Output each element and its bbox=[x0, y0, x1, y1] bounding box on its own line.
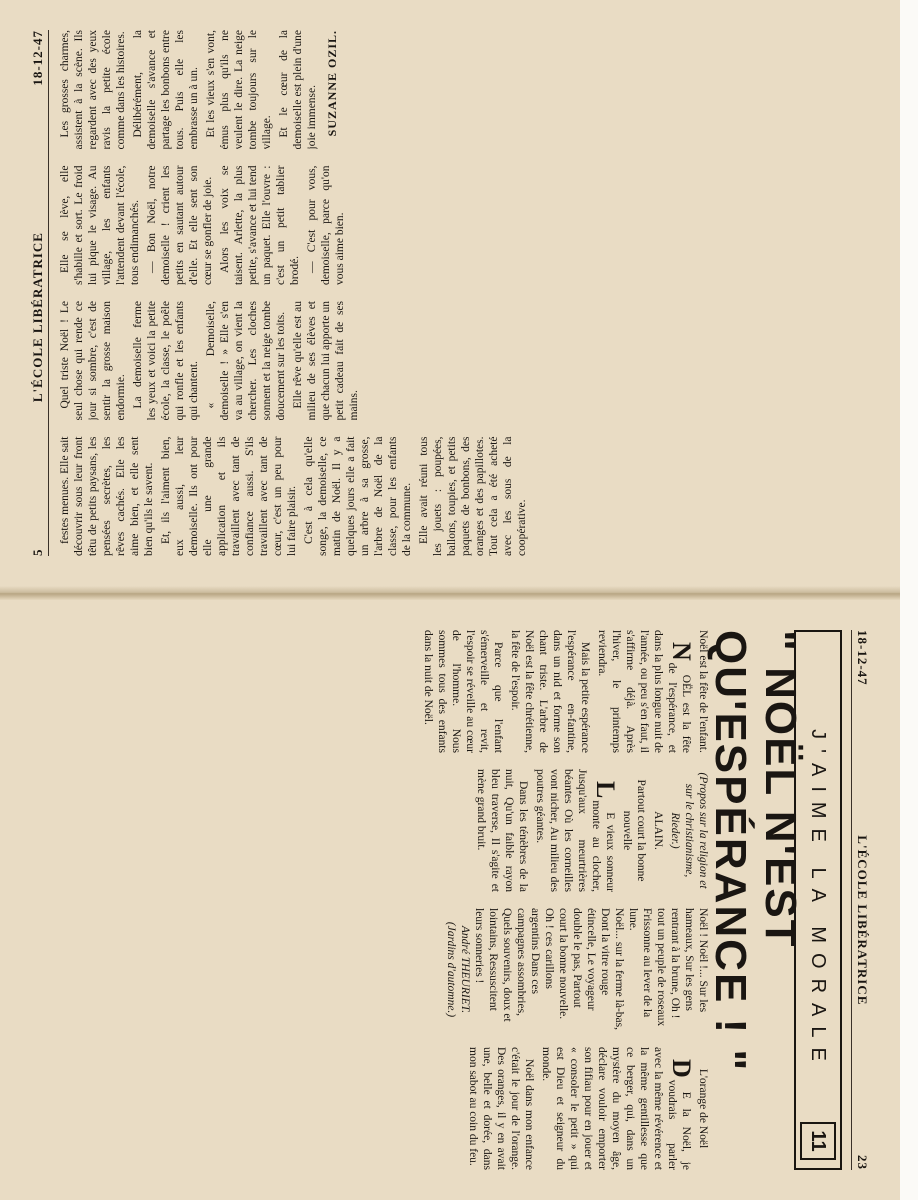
page-fold bbox=[0, 586, 900, 600]
upper-paragraph: Quel triste Noël ! Le seul chose qui rende ce jour si sombre, c'est de sentir la grosse maison endormie. bbox=[59, 301, 127, 421]
poem-stanza: Dans les ténèbres de la nuit, Qu'un faible rayon bleu traverse, Il s'agite et mène grand bruit. bbox=[475, 769, 529, 892]
lower-page-header bbox=[851, 630, 872, 1170]
upper-paragraph: — C'est pour vous, demoiselle, parce qu'on vous aime bien. bbox=[306, 165, 346, 285]
upper-paragraph: Les grosses charmes, assistent à la scène. Ils regardent avec des yeux ravis la petite école comme dans les histoires. bbox=[59, 30, 127, 150]
upper-paragraph: Et les vieux s'en vont, émus plus qu'ils ne veulent le dire. La neige tombe toujours sur le village. bbox=[205, 30, 273, 150]
upper-page-header bbox=[28, 30, 49, 556]
upper-paragraph: Délibérément, la demoiselle s'avance et partage les bonbons entre tous. Puis elle les embrasse un à un. bbox=[132, 30, 200, 150]
scan-margin bbox=[900, 0, 918, 1200]
upper-col-4 bbox=[58, 30, 870, 150]
upper-page bbox=[0, 0, 900, 586]
poem-author: André THEURIET. (Jardins d'automne.) bbox=[445, 921, 471, 1018]
author-signature: SUZANNE OZIL. bbox=[325, 30, 339, 137]
author-name: ALAIN. bbox=[652, 811, 664, 850]
poem-stanza: Oh ! ces carillons argentins Dans ces campagnes assombries, Quels souvenirs, doux et lointains, Ressuscitent leurs sonneries ! bbox=[473, 908, 555, 1022]
lower-date: 18-12-47 bbox=[855, 630, 870, 686]
upper-paragraph: festes menues. Elle sait découvrir sous leur front têtu de petits paysans, les pensées secrètes, les rêves cachés. Elle les aime bien, et elle sent bien qu'ils le savent. bbox=[59, 436, 155, 556]
lower-paragraph: Noël dans mon enfance c'était le jour de l'orange. Des oranges, il y en avait une, belle et dorée, dans mon sabot au coin du feu. bbox=[467, 1047, 535, 1170]
poem-title: Partout court la bonne nouvelle bbox=[621, 779, 647, 882]
upper-date: 18-12-47 bbox=[30, 30, 45, 86]
poem-stanza: Noël ! Noël !... Sur les hameaux, Sur les gens rentrant à la brune, Oh ! tout un peuple de roseaux Frissonne au lever de la lune. bbox=[627, 908, 709, 1027]
section-heading: L'orange de Noël bbox=[697, 1068, 709, 1149]
upper-paragraph: Alors les voix se taisent. Arlette, la plus petite, s'avance et lui tend un paquet. Elle l'ouvre : c'est un petit tablier brodé. bbox=[219, 165, 301, 285]
upper-paragraph: C'est à cela qu'elle songe, la demoiselle, ce matin de Noël. Il y a quelques jours elle a fait un arbre à sa grosse, l'arbre de Noël de la classe, pour les enfants de la commune. bbox=[303, 436, 413, 556]
upper-paragraph: « Demoiselle, demoiselle ! » Elle s'en va au village, on vient la chercher. Les cloches sonnent et la neige tombe doucement sur les toits. bbox=[205, 301, 287, 421]
article-title: " NOËL N'EST QU'ESPÉRANCE ! " bbox=[706, 630, 805, 1073]
citation: (Propos sur la religion et sur le christianisme, Rieder.) bbox=[669, 772, 709, 889]
upper-col-1 bbox=[58, 437, 870, 557]
lower-article bbox=[30, 630, 710, 1170]
upper-paragraph: Et le cœur de la demoiselle est plein d'une joie immense. bbox=[278, 30, 318, 150]
lower-page-number: 23 bbox=[855, 1155, 870, 1170]
lower-page bbox=[0, 600, 900, 1200]
upper-article bbox=[58, 30, 870, 556]
lower-paragraph: DE la Noël, je voudrais parler avec la même révérence et la même gentillesse que ce berger, qui, dans un mystère du moyen âge, déclare vouloir emporter son fifiau pour en jouer et « consoler le petit » qui est Dieu et seigneur du monde. bbox=[540, 1047, 696, 1170]
lower-col-4 bbox=[30, 1047, 710, 1170]
upper-col-3 bbox=[58, 166, 870, 286]
upper-page-number: 5 bbox=[30, 548, 45, 556]
section-number: 11 bbox=[800, 1122, 836, 1160]
lower-paragraph: Mais la petite espérance l'espérance en-fantine, dans un nid et forme son chant triste. L'arbre de Noël est la fête chrétienne, la fête de l'espoir. bbox=[509, 630, 591, 753]
upper-paragraph: Et, ils l'aiment bien, eux aussi, leur demoiselle. Ils ont pour elle une grande application et ils travaillent avec tant de confiance aussi. S'ils travaillent avec tant de cœur, c'est un peu pour lui faire plaisir. bbox=[160, 436, 298, 556]
upper-paragraph: Elle rêve qu'elle est au milieu de ses élèves et que chacun lui apporte un petit cadeau fait de ses mains. bbox=[292, 301, 360, 421]
poem-stanza: Noël... sur la ferme là-bas, Dont la vitre rouge étincelle, Le voyageur double le pas, Partout court la bonne nouvelle. bbox=[557, 908, 625, 1030]
upper-paragraph: Elle avait réuni tous les jouets : poupées, ballons, toupies, et petits paquets de bonbons, des oranges et des papillotes. Tout cela a été acheté avec les sous de la coopérative. bbox=[418, 436, 528, 556]
lower-paragraph: Parce que l'enfant s'émerveille et revit, l'espoir se réveille au cœur de l'homme. Nous sommes tous des enfants dans la nuit de Noël. bbox=[422, 630, 504, 753]
upper-paragraph: Elle se lève, elle s'habille et sort. Le froid lui pique le visage. Au village, les enfants l'attendent devant l'école, tous endimanchés. bbox=[59, 165, 141, 285]
lower-journal-title: L'ÉCOLE LIBÉRATRICE bbox=[855, 835, 870, 1006]
lower-col-2 bbox=[30, 769, 710, 892]
poem-stanza: LE vieux sonneur monte au clocher, Jusqu'aux meurtrières béantes Où les corneilles vont nicher, Au milieu des poutres géantes. bbox=[534, 769, 620, 892]
subtitle: Noël est la fête de l'enfant. bbox=[697, 630, 709, 753]
banner-label: J'AIME LA MORALE bbox=[807, 729, 830, 1071]
lower-col-3 bbox=[30, 908, 710, 1031]
lower-col-1 bbox=[30, 630, 710, 753]
upper-journal-title: L'ÉCOLE LIBÉRATRICE bbox=[30, 232, 45, 403]
upper-col-2 bbox=[58, 301, 870, 421]
lower-paragraph: NOËL est la fête de l'espérance, et dans la plus longue nuit de l'année, ou peu s'en faut, il s'affirme déjà. Après l'hiver, le printemps reviendra. bbox=[596, 630, 696, 753]
upper-paragraph: La demoiselle ferme les yeux et voici la petite école, la classe, le poêle qui ronfle et les enfants qui chantent. bbox=[132, 301, 200, 421]
upper-paragraph: — Bon Noël, notre demoiselle ! crient les petits en sautant autour d'elle. Et elle sent son cœur se gonfler de joie. bbox=[146, 165, 214, 285]
